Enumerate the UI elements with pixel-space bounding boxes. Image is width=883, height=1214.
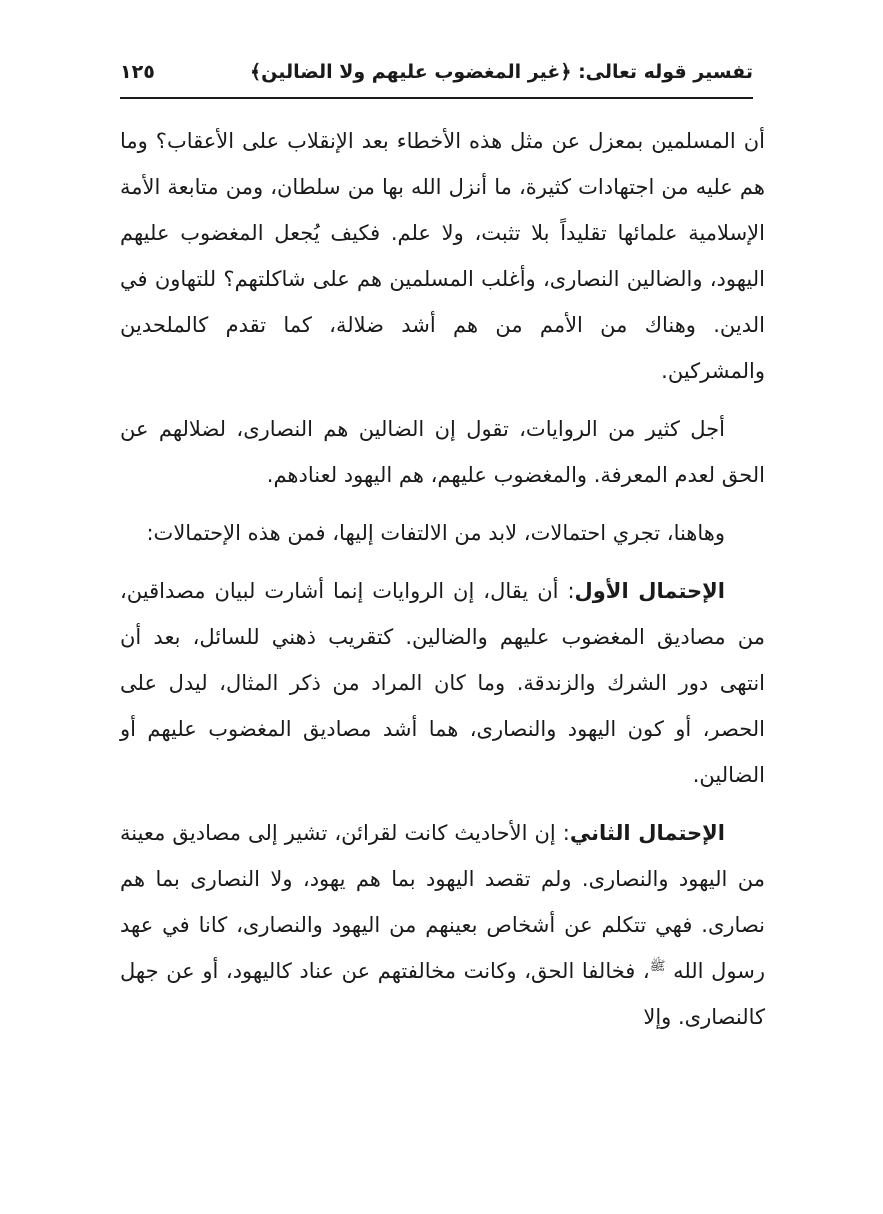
paragraph-1	[120, 118, 765, 394]
paragraph-4-text: : أن يقال، إن الروايات إنما أشارت لبيان مصداقين، من مصاديق المغضوب عليهم والضالين. كتقريب ذهني للسائل، بعد أن انتهى دور الشرك والزندقة. وما كان المراد من ذكر المثال، ليدل على الحصر، أو كون اليهود والنصارى، هما أشد مصاديق المغضوب عليهم أو الضالين.	[120, 579, 765, 787]
paragraph-1-text: أن المسلمين بمعزل عن مثل هذه الأخطاء بعد الإنقلاب على الأعقاب؟ وما هم عليه من اجتهادات كثيرة، ما أنزل الله بها من سلطان، ومن متابعة الأمة الإسلامية علمائها تقليداً بلا تثبت، ولا علم. فكيف يُجعل المغضوب عليهم اليهود، والضالين النصارى، وأغلب المسلمين هم على شاكلتهم؟ للتهاون في الدين. وهناك من الأمم من هم أشد ضلالة، كما تقدم كالملحدين والمشركين.	[120, 129, 765, 383]
paragraph-2-text: أجل كثير من الروايات، تقول إن الضالين هم النصارى، لضلالهم عن الحق لعدم المعرفة. والمغضوب عليهم، هم اليهود لعنادهم.	[120, 417, 765, 487]
second-possibility-heading: الإحتمال الثاني	[569, 821, 725, 845]
paragraph-3-text: وهاهنا، تجري احتمالات، لابد من الالتفات إليها، فمن هذه الإحتمالات:	[146, 521, 725, 545]
page-number: ١٢٥	[120, 61, 155, 83]
paragraph-5-text-a: : إن الأحاديث كانت لقرائن، تشير إلى مصاديق معينة من اليهود والنصارى. ولم تقصد اليهود بما هم يهود، ولا النصارى بما هم نصارى. فهي تتكلم عن أشخاص بعينهم من اليهود والنصارى، كانا في عهد رسول الله	[120, 821, 765, 983]
paragraph-5	[120, 810, 765, 1040]
header-rule	[120, 97, 753, 99]
paragraph-3	[120, 510, 765, 556]
honorific-glyph: ﷺ	[649, 959, 666, 974]
body-text	[120, 118, 765, 1052]
first-possibility-heading: الإحتمال الأول	[574, 579, 725, 603]
paragraph-4	[120, 568, 765, 798]
paragraph-5-text-b: ، فخالفا الحق، وكانت مخالفتهم عن عناد كاليهود، أو عن جهل كالنصارى. وإلا	[120, 959, 765, 1029]
paragraph-2	[120, 406, 765, 498]
running-title: تفسير قوله تعالى: ﴿غير المغضوب عليهم ولا الضالين﴾	[249, 61, 753, 83]
page-header	[120, 52, 753, 92]
